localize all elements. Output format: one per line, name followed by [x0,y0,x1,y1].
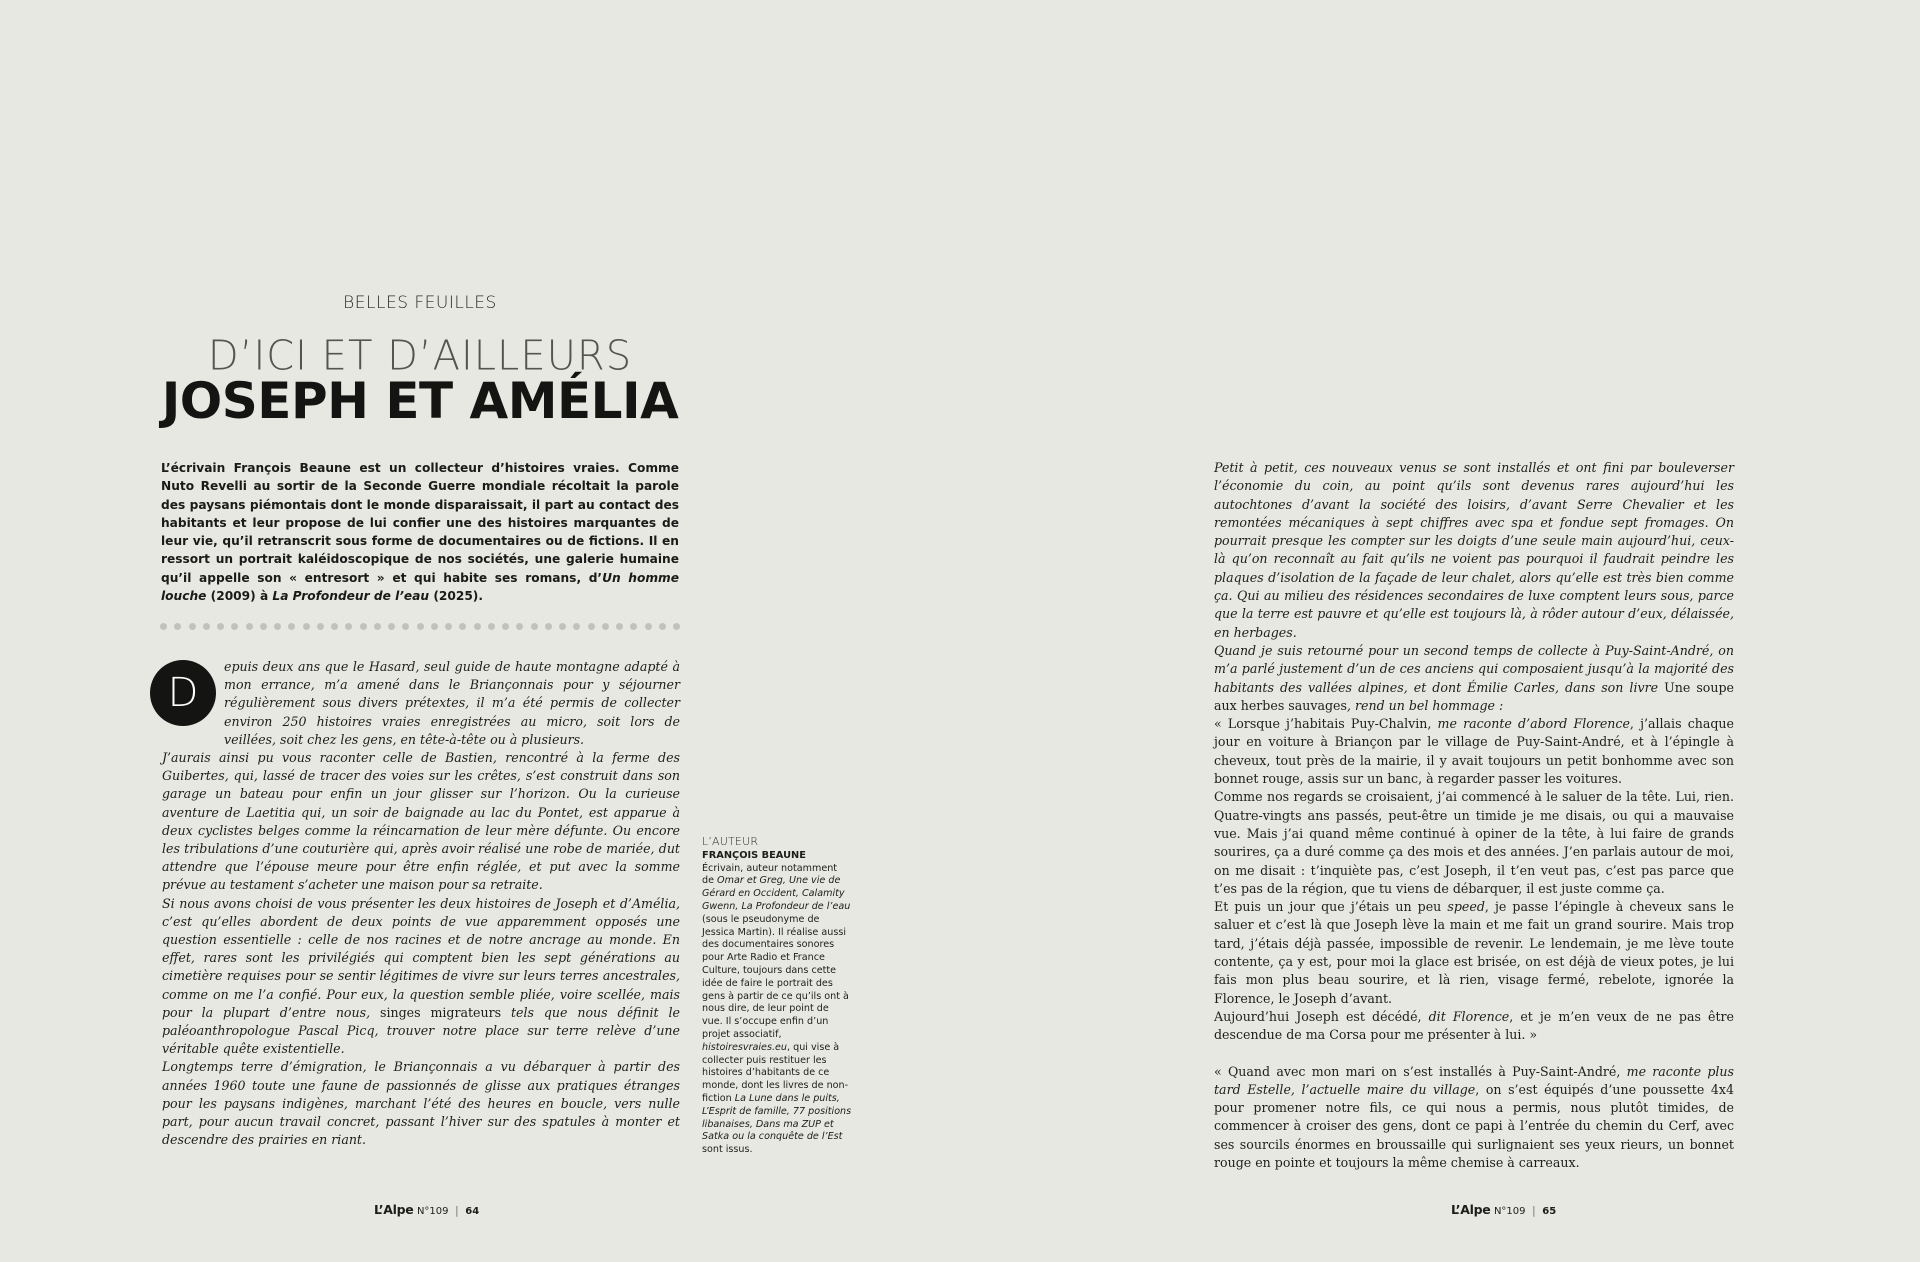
divider-dot [174,623,181,630]
paragraph: Comme nos regards se croisaient, j’ai commencé à le saluer de la tête. Lui, rien. Quatre-vingts ans passés, peut-être un timide je me disais, ou qui a mauvaise vue. Mais j’ai quand même continué à opiner de la tête, à lui faire de grands sourires, ça a duré comme ça des mois et des années. J’en parlais autour de moi, on me disait : t’inquiète pas, c’est Joseph, il t’en veut pas, c’est pas parce que t’es pas de la région, que tu viens de débarquer, il est juste comme ça. [1214,789,1734,896]
divider-dot [488,623,495,630]
author-bio-text: Écrivain, auteur notamment de [702,862,838,887]
paragraph [1214,715,1734,788]
author-name: FRANÇOIS BEAUNE [702,849,806,861]
divider-dot [474,623,481,630]
divider-dot [374,623,381,630]
paragraph [1214,642,1734,715]
divider-dot [616,623,623,630]
paragraph-aside: dit Florence [1428,1008,1510,1024]
divider-dot [360,623,367,630]
paragraph [1214,1063,1734,1173]
divider-dot [659,623,666,630]
footer-separator: | [455,1204,459,1217]
divider-dot [588,623,595,630]
paragraph-text: Et puis un jour que j’étais un peu [1214,899,1448,915]
standfirst-book-title: Un homme louche [161,570,679,604]
page-footer [374,1202,479,1217]
paragraph-text: Aujourd’hui Joseph est décédé, [1214,1008,1429,1024]
divider-dot [246,623,253,630]
divider-dot [160,623,167,630]
paragraph-emphasis: singes migrateurs [379,1004,502,1020]
divider-dot [545,623,552,630]
paragraph-text: , on s’est équipés d’une poussette 4x4 pour promener notre fils, ce qui nous a permis, nous plutôt timides, de commencer à croiser des gens, dont ce papi à l’entrée du chemin du Cerf, avec ses sourcils énormes en broussaille qui surlignaient ses yeux rieurs, un bonnet rouge en pointe et toujours la même chemise à carreaux. [1214,1081,1734,1170]
author-bio-text: sont issus. [702,1144,753,1156]
paragraph-text: Si nous avons choisi de vous présenter les deux histoires de Joseph et d’Amélia, c’est qu’elles abordent de deux points de vue apparemment opposés une question essentielle : celle de nos racines et de notre ancrage au monde. En effet, rares sont les privilégiés qui comptent bien les sept générations au cimetière requises pour se sentir légitimes de vivre sur leurs terres ancestrales, comme on me l’a confié. Pour eux, la question semble pliée, voire scellée, mais pour la plupart d’entre nous, [162,895,680,1020]
divider-dot [231,623,238,630]
page-footer [1451,1202,1556,1217]
divider-dot [431,623,438,630]
magazine-logo: L’Alpe [1451,1202,1491,1217]
divider-dot [516,623,523,630]
paragraph-emphasis: speed [1447,899,1485,915]
divider-dot [303,623,310,630]
section-label: BELLES FEUILLES [343,293,497,313]
divider-dot [459,623,466,630]
paragraph: epuis deux ans que le Hasard, seul guide de haute montagne adapté à mon errance, m’a amené dans le Briançonnais pour y séjourner régulièrement sous divers prétextes, il m’a été permis de collecter environ 250 histoires vraies enregistrées au micro, soit lors de veillées, soit chez les gens, en tête-à-tête ou à plusieurs. [224,659,680,747]
divider-dot [345,623,352,630]
paragraph: Petit à petit, ces nouveaux venus se sont installés et ont fini par bouleverser l’économie du coin, au point qu’ils sont devenus rares aujourd’hui les autochtones d’avant la société des loisirs, d’avant Serre Chevalier et les remontées mécaniques à sept chiffres avec spa et fondue sept fromages. On pourrait presque les compter sur les doigts d’une seule main aujourd’hui, ceux-là qu’on reconnaît au fait qu’ils ne voient pas pourquoi il faudrait peindre les plaques d’isolation de la façade de leur chalet, alors qu’elle est très bien comme ça. Qui au milieu des résidences secondaires de luxe comptent leurs sous, parce que la terre est pauvre et qu’elle est toujours là, à rôder autour d’eux, délaissée, en herbages. [1214,460,1734,640]
paragraph-text: , j’allais chaque jour en voiture à Briançon par le village de Puy-Saint-André, et à l’épingle à cheveux, tout près de la mairie, il y avait toujours un petit bonhomme avec son bonnet rouge, assis sur un banc, à regarder passer les voitures. [1214,716,1734,787]
author-bio-books: Omar et Greg, Une vie de Gérard en Occident, Calamity Gwenn, La Profondeur de l’eau [702,875,851,912]
divider-dot [531,623,538,630]
footer-separator: | [1532,1204,1536,1217]
divider-dot [203,623,210,630]
paragraph [1214,898,1734,1008]
paragraph-text: , je passe l’épingle à cheveux sans le saluer et c’est là que Joseph lève la main et me fait un grand sourire. Mais trop tard, j’étais déjà passée, impossible de revenir. Le lendemain, je me lève toute contente, ça y est, pour moi la glace est brisée, on est déjà de vieux potes, je lui fais mon plus beau sourire, et là rien, visage fermé, rebelote, ignorée la Florence, le Joseph d’avant. [1214,899,1734,1006]
author-bio-text: (sous le pseudonyme de Jessica Martin). Il réalise aussi des documentaires sonores pour Arte Radio et France Culture, toujours dans cette idée de faire le portrait des gens à partir de ce qu’ils ont à nous dire, de leur point de vue. Il s’occupe enfin d’un projet associatif, [702,913,849,1040]
article-column-left [162,658,680,1149]
divider-dot [402,623,409,630]
paragraph-text: Quand je suis retourné pour un second temps de collecte à Puy-Saint-André, on m’a parlé justement d’un de ces anciens qui composaient jusqu’à la majorité des habitants des vallées alpines, et dont Émilie Carles, dans son livre [1214,642,1734,695]
paragraph-aside: me raconte d’abord Florence [1437,716,1630,732]
divider-dot [417,623,424,630]
divider-dot [331,623,338,630]
divider-dot [673,623,680,630]
divider-dot [573,623,580,630]
divider-dot [274,623,281,630]
page-number: 64 [465,1206,480,1217]
divider-dot [602,623,609,630]
author-box [702,836,852,1157]
author-label: L’AUTEUR [702,835,759,848]
paragraph [1214,1008,1734,1045]
divider-dot [189,623,196,630]
paragraph-text: « Lorsque j’habitais Puy-Chalvin, [1214,716,1438,732]
divider-dot [630,623,637,630]
paragraph: J’aurais ainsi pu vous raconter celle de Bastien, rencontré à la ferme des Guibertes, qui, lassé de tracer des voies sur les crêtes, s’est construit dans son garage un bateau pour enfin un jour glisser sur l’horizon. Ou la curieuse aventure de Laetitia qui, un soir de baignade au lac du Pontet, est apparue à deux cyclistes belges comme la réincarnation de leur mère défunte. Ou encore les tribulations d’une couturière qui, après avoir réalisé une robe de mariée, dut attendre que l’épouse meure pour être enfin réglée, et put avec la somme prévue au testament s’acheter une maison pour sa retraite. [162,750,680,893]
paragraph-text: « Quand avec mon mari on s’est installés à Puy-Saint-André, [1214,1063,1627,1079]
standfirst-text: (2025). [429,589,484,604]
author-bio-books: La Lune dans le puits, L’Esprit de famille, 77 positions libanaises, Dans ma ZUP et Satka ou la conquête de l’Est [702,1092,852,1143]
divider-dot [502,623,509,630]
paragraph-text: tels que nous définit le paléoanthropologue Pascal Picq, trouver notre place sur terre relève d’une véritable quête existentielle. [162,1004,680,1057]
divider-dot [260,623,267,630]
issue-number: N°109 [416,1206,449,1217]
issue-number: N°109 [1493,1206,1526,1217]
article-column-right [1214,459,1734,1172]
dotted-divider [160,623,680,630]
divider-dot [388,623,395,630]
paragraph-gap [1214,1045,1734,1063]
standfirst-text: L’écrivain François Beaune est un collecteur d’histoires vraies. Comme Nuto Revelli au sortir de la Seconde Guerre mondiale récoltait la parole des paysans piémontais dont le monde disparaissait, il part au contact des habitants et leur propose de lui confier une des histoires marquantes de leur vie, qu’il retranscrit sous forme de documentaires ou de fictions. Il en ressort un portrait kaléidoscopique de nos sociétés, une galerie humaine qu’il appelle son « entresort » et qui habite ses romans, d’ [161,461,679,585]
divider-dot [317,623,324,630]
divider-dot [559,623,566,630]
kicker: D’ICI ET D’AILLEURS [207,332,633,380]
paragraph [162,895,680,1059]
paragraph-aside: me raconte plus tard Estelle, l’actuelle maire du village [1214,1063,1734,1097]
paragraph-text: , rend un bel hommage : [1346,697,1504,713]
divider-dot [217,623,224,630]
author-bio [702,863,852,1157]
author-bio-text: , qui vise à collecter puis restituer les histoires d’habitants de ce monde, dont les livres de non-fiction [702,1041,849,1104]
divider-dot [445,623,452,630]
drop-cap: D [150,660,216,726]
standfirst-text: (2009) à [206,589,273,604]
divider-dot [645,623,652,630]
standfirst-book-title: La Profondeur de l’eau [272,589,430,604]
magazine-logo: L’Alpe [374,1202,414,1217]
paragraph: Longtemps terre d’émigration, le Briançonnais a vu débarquer à partir des années 1960 toute une faune de passionnés de glisse aux pratiques étranges pour les paysans indigènes, marchant l’été des heures en boucle, vers nulle part, pour aucun travail concret, passant l’hiver sur des spatules à monter et descendre des prairies en riant. [162,1059,680,1148]
author-website: histoiresvraies.eu [702,1041,787,1053]
page-title: JOSEPH ET AMÉLIA [161,372,679,430]
paragraph-text: , et je m’en veux de ne pas être descendue de ma Corsa pour me présenter à lui. » [1214,1008,1734,1043]
right-page [960,0,1920,1262]
page-number: 65 [1542,1206,1557,1217]
book-title: Une soupe aux herbes sauvages [1214,679,1734,713]
divider-dot [288,623,295,630]
standfirst [161,459,679,605]
